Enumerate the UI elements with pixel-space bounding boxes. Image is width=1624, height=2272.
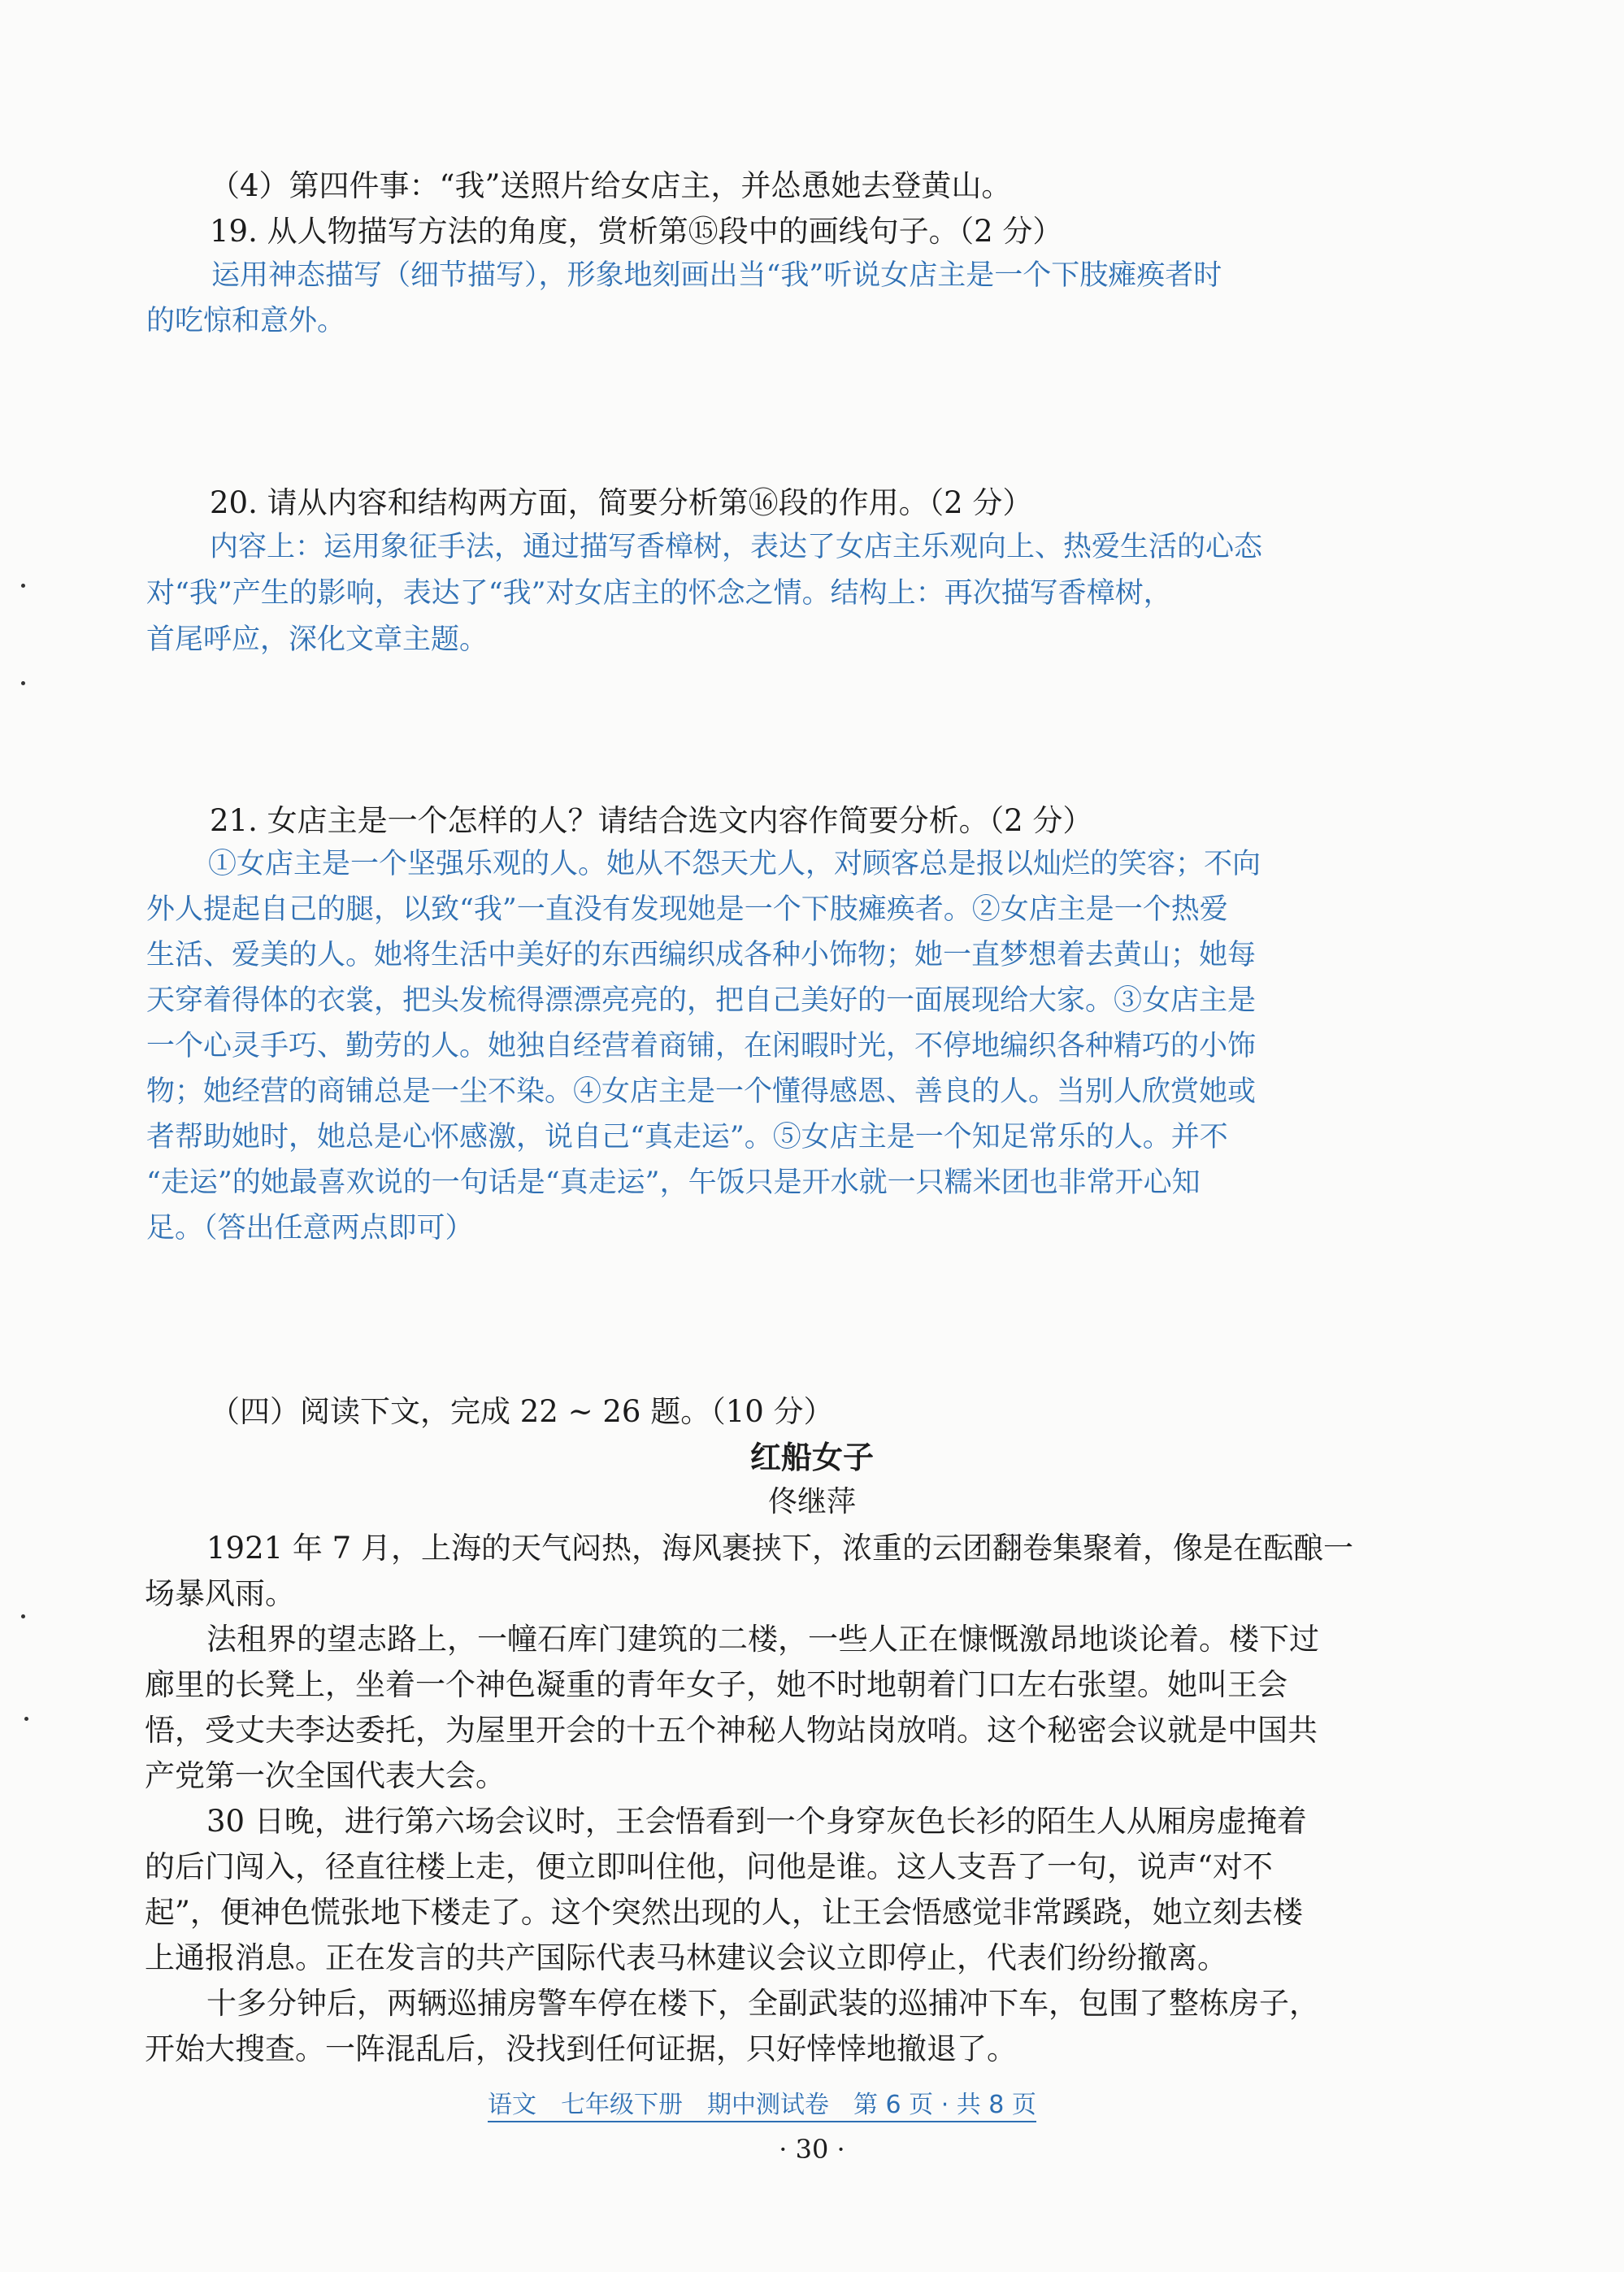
- q21-answer-line: 天穿着得体的衣裳，把头发梳得漂漂亮亮的，把自己美好的一面展现给大家。③女店主是: [146, 984, 1257, 1017]
- passage-line: 的后门闯入，径直往楼上走，便立即叫住他，问他是谁。这人支吾了一句，说声“对不: [145, 1849, 1273, 1884]
- q20-answer-line: 首尾呼应，深化文章主题。: [146, 623, 489, 656]
- section4-heading: （四）阅读下文，完成 22 ~ 26 题。（10 分）: [210, 1394, 834, 1429]
- q21-answer-line: 生活、爱美的人。她将生活中美好的东西编织成各种小饰物；她一直梦想着去黄山；她每: [146, 939, 1257, 971]
- q19-answer-line: 运用神态描写（细节描写），形象地刻画出当“我”听说女店主是一个下肢瘫痪者时: [211, 259, 1222, 292]
- q21-answer-line: 一个心灵手巧、勤劳的人。她独自经营着商铺，在闲暇时光，不停地编织各种精巧的小饰: [146, 1030, 1257, 1062]
- q21-answer-line: 外人提起自己的腿，以致“我”一直没有发现她是一个下肢瘫痪者。②女店主是一个热爱: [146, 893, 1228, 926]
- passage-line: 产党第一次全国代表大会。: [145, 1758, 506, 1793]
- q20-answer-line: 对“我”产生的影响，表达了“我”对女店主的怀念之情。结构上：再次描写香樟树，: [146, 577, 1172, 610]
- footer-label: 语文 七年级下册 期中测试卷 第 6 页 · 共 8 页: [488, 2093, 1036, 2122]
- scan-mark: [21, 1614, 25, 1618]
- q21-answer-line: ①女店主是一个坚强乐观的人。她从不怨天尤人，对顾客总是报以灿烂的笑容；不向: [208, 848, 1261, 880]
- passage-line: 悟，受丈夫李达委托，为屋里开会的十五个神秘人物站岗放哨。这个秘密会议就是中国共: [145, 1713, 1318, 1748]
- passage-line: 开始大搜查。一阵混乱后，没找到任何证据，只好悻悻地撤退了。: [145, 2031, 1017, 2066]
- scan-mark: [21, 584, 25, 588]
- passage-line: 上通报消息。正在发言的共产国际代表马林建议会议立即停止，代表们纷纷撤离。: [145, 1940, 1227, 1975]
- q20-question: 20. 请从内容和结构两方面，简要分析第⑯段的作用。（2 分）: [210, 485, 1033, 520]
- q21-question: 21. 女店主是一个怎样的人？请结合选文内容作简要分析。（2 分）: [210, 803, 1093, 838]
- scan-mark: [24, 1717, 28, 1721]
- passage-line: 场暴风雨。: [145, 1576, 295, 1611]
- passage-line: 1921 年 7 月，上海的天气闷热，海风裹挟下，浓重的云团翻卷集聚着，像是在酝酿一: [206, 1531, 1353, 1566]
- passage-line: 十多分钟后，两辆巡捕房警车停在楼下，全副武装的巡捕冲下车，包围了整栋房子，: [206, 1986, 1319, 2021]
- q20-answer-line: 内容上：运用象征手法，通过描写香樟树，表达了女店主乐观向上、热爱生活的心态: [210, 531, 1263, 563]
- q21-answer-line: 者帮助她时，她总是心怀感激，说自己“真走运”。⑤女店主是一个知足常乐的人。并不: [146, 1121, 1228, 1153]
- passage-line: 法租界的望志路上，一幢石库门建筑的二楼，一些人正在慷慨激昂地谈论着。楼下过: [206, 1622, 1319, 1657]
- passage-line: 起”，便神色慌张地下楼走了。这个突然出现的人，让王会悟感觉非常蹊跷，她立刻去楼: [145, 1895, 1303, 1930]
- q19-answer-line: 的吃惊和意外。: [146, 305, 346, 337]
- scan-mark: [21, 681, 25, 685]
- page-number: · 30 ·: [779, 2134, 845, 2165]
- passage-title: 红船女子: [749, 1440, 874, 1475]
- q19-question: 19. 从人物描写方法的角度，赏析第⑮段中的画线句子。（2 分）: [210, 214, 1063, 249]
- q21-answer-line: 足。（答出任意两点即可）: [146, 1212, 474, 1245]
- q21-answer-line: 物；她经营的商铺总是一尘不染。④女店主是一个懂得感恩、善良的人。当别人欣赏她或: [146, 1075, 1257, 1108]
- passage-line: 廊里的长凳上，坐着一个神色凝重的青年女子，她不时地朝着门口左右张望。她叫王会: [145, 1667, 1287, 1702]
- q18-item4: （4）第四件事：“我”送照片给女店主，并怂恿她去登黄山。: [210, 168, 1012, 203]
- q21-answer-line: “走运”的她最喜欢说的一句话是“真走运”，午饭只是开水就一只糯米团也非常开心知: [146, 1166, 1201, 1199]
- passage-line: 30 日晚，进行第六场会议时，王会悟看到一个身穿灰色长衫的陌生人从厢房虚掩着: [206, 1804, 1307, 1839]
- passage-author: 佟继萍: [767, 1485, 856, 1518]
